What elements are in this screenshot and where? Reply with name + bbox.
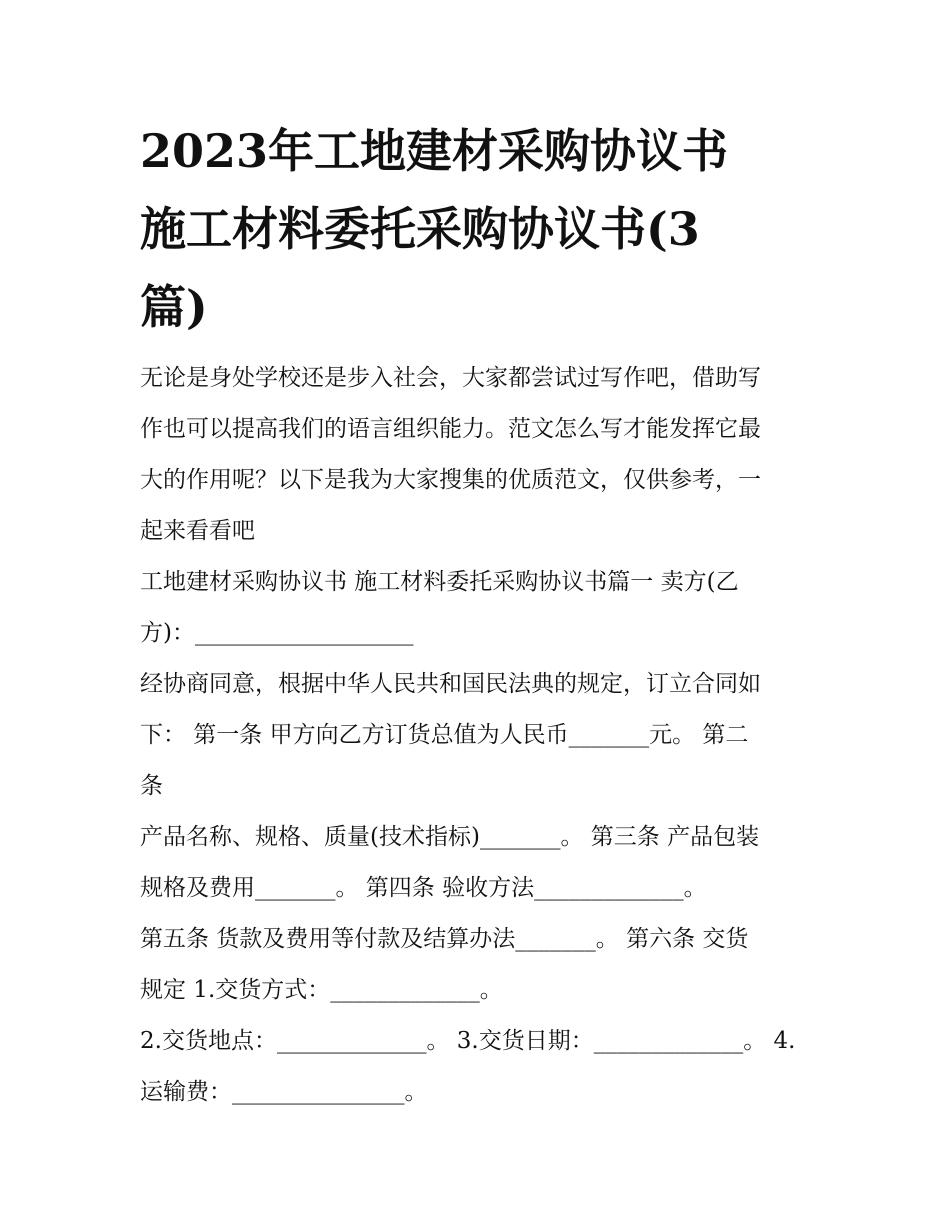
body-line: 工地建材采购协议书 施工材料委托采购协议书篇一 卖方(乙 — [140, 569, 739, 595]
body-line: 无论是身处学校还是步入社会，大家都尝试过写作吧，借助写 — [140, 365, 761, 391]
body-line: 第五条 货款及费用等付款及结算办法_______。 第六条 交货 — [140, 926, 749, 952]
body-line: 大的作用呢？以下是我为大家搜集的优质范文，仅供参考，一 — [140, 467, 761, 493]
body-line: 产品名称、规格、质量(技术指标)_______。 第三条 产品包装 — [140, 824, 760, 850]
body-line: 2.交货地点：_____________。 3.交货日期：_____________。 4. — [140, 1028, 796, 1054]
body-line: 方)：___________________ — [140, 620, 414, 646]
body-line: 经协商同意，根据中华人民共和国民法典的规定，订立合同如 — [140, 671, 761, 697]
body-line: 起来看看吧 — [140, 518, 255, 544]
document-body — [140, 353, 820, 1118]
document-title — [140, 112, 820, 346]
title-line-2: 施工材料委托采购协议书(3 — [140, 202, 700, 256]
title-line-3: 篇) — [140, 280, 208, 334]
body-line: 运输费：_______________。 — [140, 1079, 428, 1105]
body-line: 作也可以提高我们的语言组织能力。范文怎么写才能发挥它最 — [140, 416, 761, 442]
body-line: 条 — [140, 773, 163, 799]
body-line: 下： 第一条 甲方向乙方订货总值为人民币_______元。 第二 — [140, 722, 749, 748]
body-line: 规定 1.交货方式：_____________。 — [140, 977, 503, 1003]
body-line: 规格及费用_______。 第四条 验收方法_____________。 — [140, 875, 707, 901]
title-line-1: 2023年工地建材采购协议书 — [140, 124, 729, 178]
